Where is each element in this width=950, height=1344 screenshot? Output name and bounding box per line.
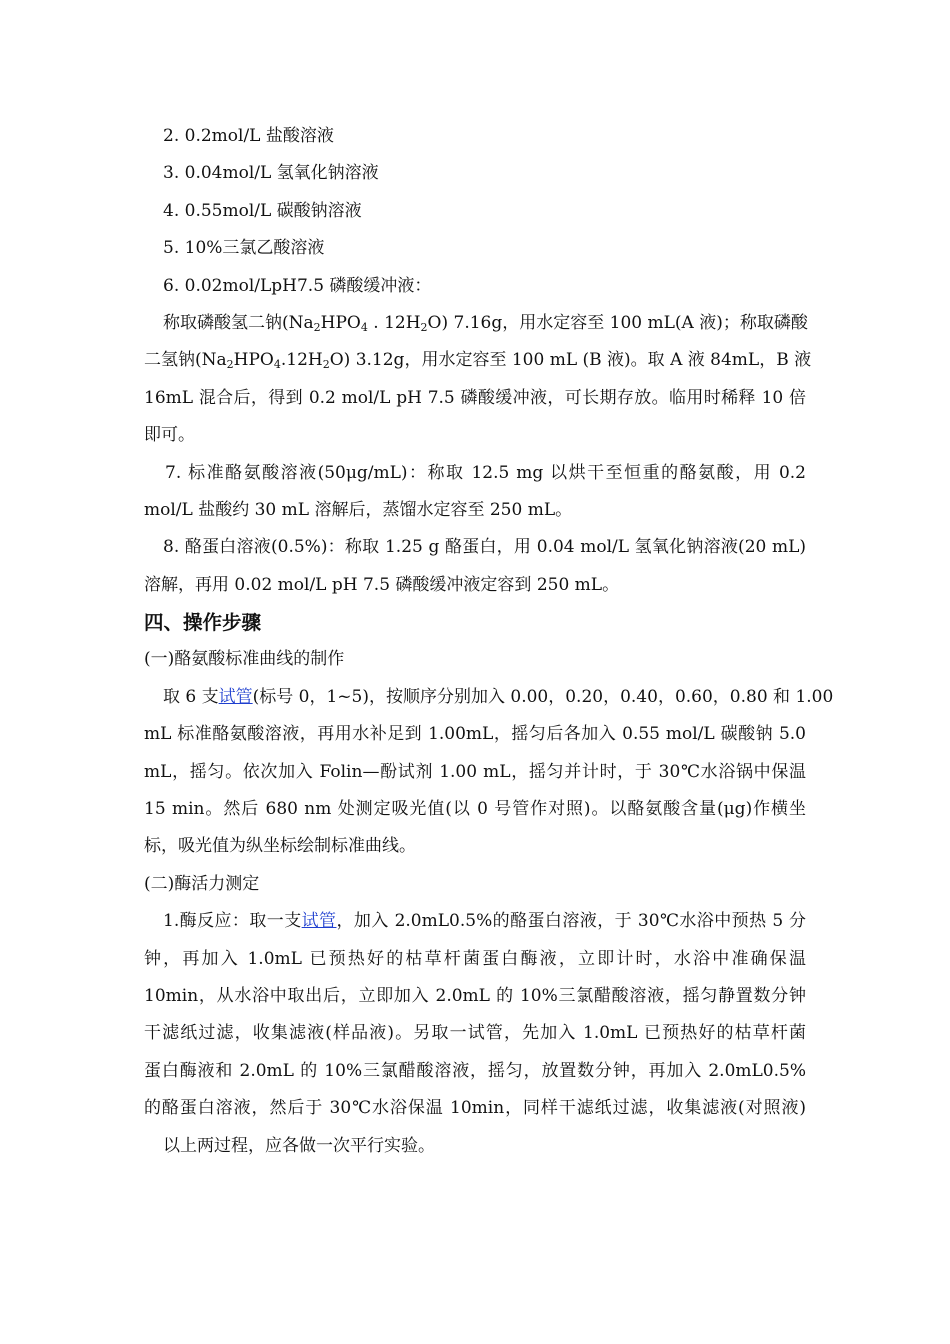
subsection-title: (二)酶活力测定 (144, 873, 260, 894)
buffer-description-line: 16mL 混合后，得到 0.2 mol/L pH 7.5 磷酸缓冲液，可长期存放。临用时稀释 10 倍 (144, 387, 806, 408)
subsection-title: (一)酪氨酸标准曲线的制作 (144, 649, 345, 670)
reagent-item-2: 2. 0.2mol/L 盐酸溶液 (163, 126, 334, 146)
paragraph-line: 10min，从水浴中取出后，立即加入 2.0mL 的 10%三氯醋酸溶液，摇匀静置数分钟 (144, 985, 806, 1006)
reagent-item-7-cont: mol/L 盐酸约 30 mL 溶解后，蒸馏水定容至 250 mL。 (144, 500, 573, 521)
reagent-item-6: 6. 0.02mol/LpH7.5 磷酸缓冲液： (163, 275, 432, 296)
reagent-item-4: 4. 0.55mol/L 碳酸钠溶液 (163, 200, 362, 221)
reagent-item-7: 7. 标准酪氨酸溶液(50μg/mL)：称取 12.5 mg 以烘干至恒重的酪氨酸，用 0.2 (165, 462, 806, 483)
paragraph-line: 1.酶反应：取一支试管，加入 2.0mL0.5%的酪蛋白溶液，于 30℃水浴中预热 5 分 (163, 911, 806, 932)
section-heading: 四、操作步骤 (144, 611, 262, 635)
buffer-description-line: 称取磷酸氢二钠($Na_2HPO_4$ . $12H_2O$) 7.16g，用水定容至 100 mL(A 液)；称取磷酸 (163, 313, 808, 335)
paragraph-line: 以上两过程，应各做一次平行实验。 (163, 1135, 435, 1156)
paragraph-line: 蛋白酶液和 2.0mL 的 10%三氯醋酸溶液，摇匀，放置数分钟，再加入 2.0mL0.5% (144, 1060, 806, 1081)
test-tube-link[interactable]: 试管 (301, 911, 337, 932)
buffer-description-line: 即可。 (144, 425, 195, 446)
reagent-item-5: 5. 10%三氯乙酸溶液 (163, 238, 325, 259)
paragraph-line: mL 标准酪氨酸溶液，再用水补足到 1.00mL，摇匀后各加入 0.55 mol/L 碳酸钠 5.0 (144, 724, 806, 745)
document-page (144, 118, 834, 1165)
paragraph-line: 干滤纸过滤，收集滤液(样品液)。另取一试管，先加入 1.0mL 已预热好的枯草杆菌 (144, 1023, 806, 1044)
reagent-item-8-cont: 溶解，再用 0.02 mol/L pH 7.5 磷酸缓冲液定容到 250 mL。 (144, 574, 620, 595)
reagent-item-3: 3. 0.04mol/L 氢氧化钠溶液 (163, 163, 379, 184)
paragraph-line: 的酪蛋白溶液，然后于 30℃水浴保温 10min，同样干滤纸过滤，收集滤液(对照液) (144, 1098, 806, 1119)
test-tube-link[interactable]: 试管 (218, 686, 253, 707)
paragraph-line: 15 min。然后 680 nm 处测定吸光值(以 0 号管作对照)。以酪氨酸含量(μg)作横坐 (144, 798, 806, 819)
buffer-description-line: 二氢钠$(Na_2HPO_4.12H_2O)$ 3.12g，用水定容至 100 mL (B 液)。取 A 液 84mL，B 液 (144, 350, 812, 372)
reagent-item-8: 8. 酪蛋白溶液(0.5%)：称取 1.25 g 酪蛋白，用 0.04 mol/L 氢氧化钠溶液(20 mL) (163, 537, 806, 558)
paragraph-line: 标，吸光值为纵坐标绘制标准曲线。 (144, 836, 416, 857)
paragraph-line: 钟，再加入 1.0mL 已预热好的枯草杆菌蛋白酶液，立即计时，水浴中准确保温 (144, 948, 806, 969)
paragraph-line: mL，摇匀。依次加入 Folin—酚试剂 1.00 mL，摇匀并计时，于 30℃水浴锅中保温 (144, 761, 806, 782)
paragraph-line: 取 6 支试管(标号 0，1~5)，按顺序分别加入 0.00，0.20，0.40，0.60，0.80 和 1.00 (163, 686, 834, 707)
